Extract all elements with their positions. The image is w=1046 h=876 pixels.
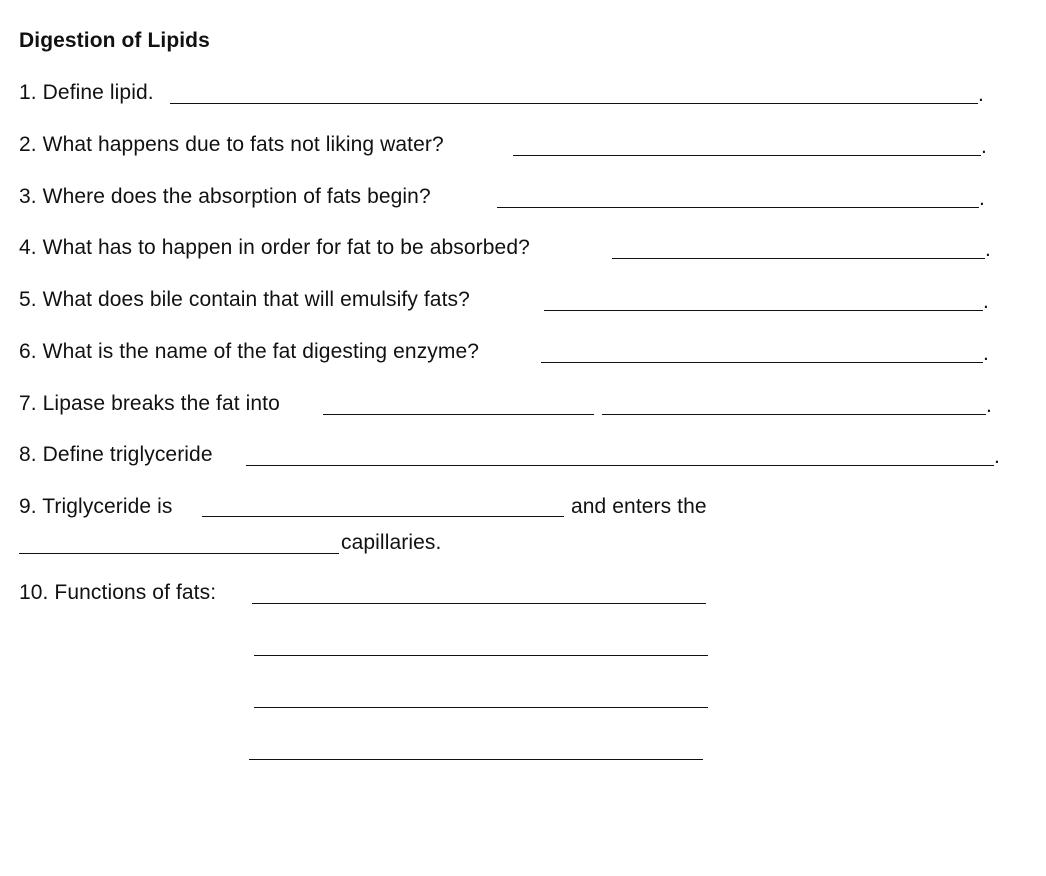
question-10-answer-blank-4[interactable] (249, 759, 703, 760)
question-2-label: 2. What happens due to fats not liking water? (19, 133, 444, 156)
question-3-label: 3. Where does the absorption of fats begin? (19, 185, 431, 208)
question-10-label: 10. Functions of fats: (19, 581, 217, 604)
question-10-answer-blank-3[interactable] (254, 707, 708, 708)
question-6-period: . (983, 342, 989, 365)
question-8-label: 8. Define triglyceride (19, 443, 213, 466)
question-5-period: . (983, 290, 989, 313)
question-7-period: . (986, 394, 992, 417)
question-4-period: . (985, 238, 991, 261)
question-1-label: 1. Define lipid. (19, 81, 154, 104)
question-6-label: 6. What is the name of the fat digesting enzyme? (19, 340, 480, 363)
question-5-answer-blank[interactable] (544, 310, 983, 311)
question-8-period: . (994, 445, 1000, 468)
question-9-tail-text: capillaries. (341, 531, 442, 554)
question-7-label: 7. Lipase breaks the fat into (19, 392, 280, 415)
question-2-period: . (981, 135, 987, 158)
question-4-answer-blank[interactable] (612, 258, 985, 259)
question-5-label: 5. What does bile contain that will emulsify fats? (19, 288, 470, 311)
question-7-answer-blank-2[interactable] (602, 414, 986, 415)
question-10-answer-blank-2[interactable] (254, 655, 708, 656)
question-2-answer-blank[interactable] (513, 155, 981, 156)
worksheet-title: Digestion of Lipids (19, 29, 210, 52)
question-10-answer-blank-1[interactable] (252, 603, 706, 604)
question-9-answer-blank-1[interactable] (202, 516, 564, 517)
question-4-label: 4. What has to happen in order for fat to be absorbed? (19, 236, 530, 259)
question-3-answer-blank[interactable] (497, 207, 979, 208)
question-9-middle-text: and enters the (571, 495, 707, 518)
question-7-answer-blank-1[interactable] (323, 414, 594, 415)
question-3-period: . (979, 187, 985, 210)
question-9-answer-blank-2[interactable] (19, 553, 339, 554)
question-1-period: . (978, 83, 984, 106)
question-9-label: 9. Triglyceride is (19, 495, 173, 518)
question-6-answer-blank[interactable] (541, 362, 983, 363)
question-8-answer-blank[interactable] (246, 465, 994, 466)
question-1-answer-blank[interactable] (170, 103, 978, 104)
